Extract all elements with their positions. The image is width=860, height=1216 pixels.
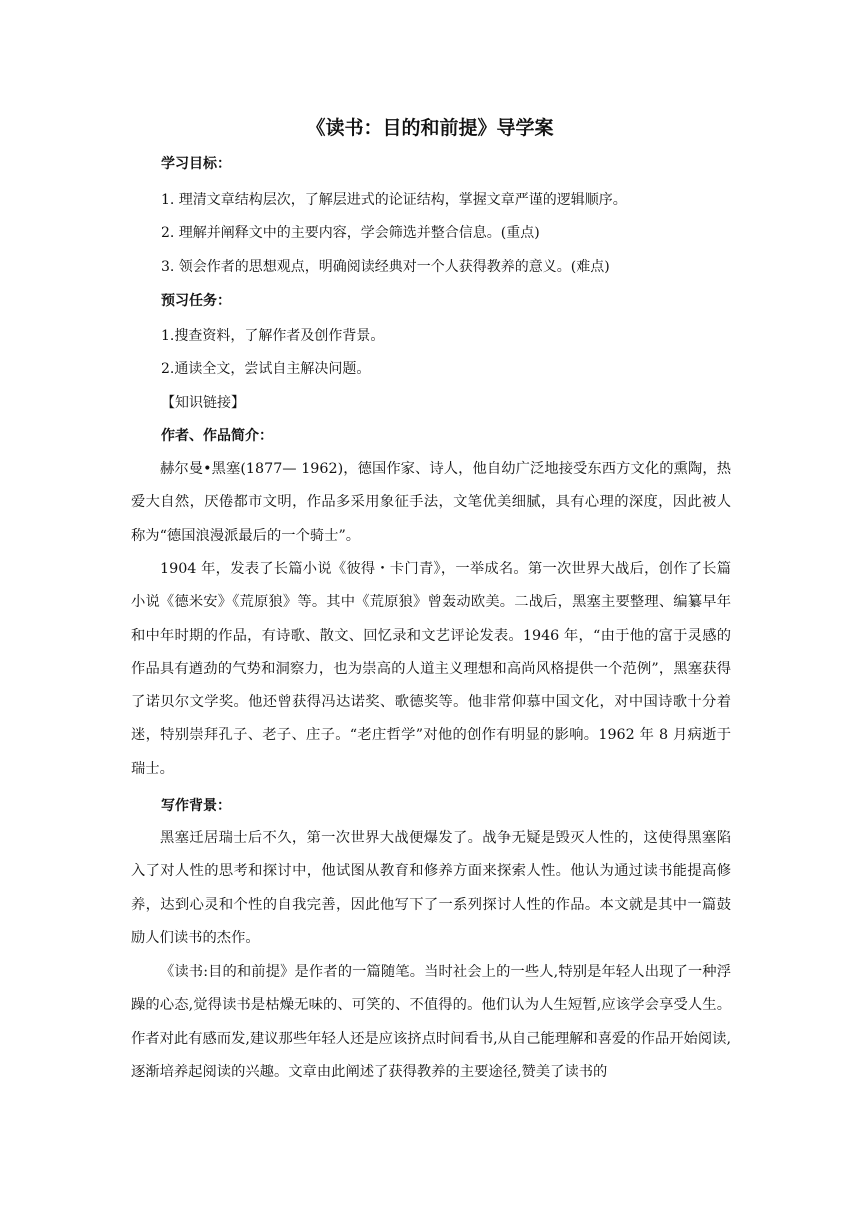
- background-paragraph: 黑塞迁居瑞士后不久，第一次世界大战便爆发了。战争无疑是毁灭人性的，这使得黑塞陷入了对人性的思考和探讨中，他试图从教育和修养方面来探索人性。他认为通过读书能提高修养，达到心灵和个性的自我完善，因此他写下了一系列探讨人性的作品。本文就是其中一篇鼓励人们读书的杰作。: [131, 830, 731, 946]
- knowledge-link-heading: 【知识链接】: [161, 395, 245, 411]
- objective-item: 2. 理解并阐释文中的主要内容，学会筛选并整合信息。(重点): [161, 225, 540, 241]
- preview-heading: 预习任务：: [161, 293, 231, 309]
- objectives-heading: 学习目标：: [161, 156, 231, 172]
- author-paragraph: 赫尔曼•黑塞(1877— 1962)，德国作家、诗人，他自幼广泛地接受东西方文化的熏陶，热爱大自然，厌倦都市文明，作品多采用象征手法，文笔优美细腻，具有心理的深度，因此被人称为“德国浪漫派最后的一个骑士”。: [131, 461, 731, 544]
- author-paragraph: 1904 年，发表了长篇小说《彼得・卡门青》，一举成名。第一次世界大战后，创作了长篇小说《德米安》《荒原狼》等。其中《荒原狼》曾轰动欧美。二战后，黑塞主要整理、编纂早年和中年时期的作品，有诗歌、散文、回忆录和文艺评论发表。1946 年，“由于他的富于灵感的作品具有遒劲的气势和洞察力，也为崇高的人道主义理想和高尚风格提供一个范例”，黑塞获得了诺贝尔文学奖。他还曾获得冯达诺奖、歌德奖等。他非常仰慕中国文化，对中国诗歌十分着迷，特别崇拜孔子、老子、庄子。“老庄哲学”对他的创作有明显的影响。1962 年 8 月病逝于瑞士。: [131, 561, 731, 777]
- document-title: 《读书：目的和前提》导学案: [306, 117, 554, 139]
- preview-task: 2.通读全文，尝试自主解决问题。: [161, 361, 371, 377]
- objective-item: 1. 理清文章结构层次，了解层进式的论证结构，掌握文章严谨的逻辑顺序。: [161, 192, 627, 208]
- background-heading: 写作背景：: [161, 798, 231, 814]
- background-paragraph: 《读书:目的和前提》是作者的一篇随笔。当时社会上的一些人,特别是年轻人出现了一种浮躁的心态,觉得读书是枯燥无味的、可笑的、不值得的。他们认为人生短暂,应该学会享受人生。作者对此有感而发,建议那些年轻人还是应该挤点时间看书,从自己能理解和喜爱的作品开始阅读,逐渐培养起阅读的兴趣。文章由此阐述了获得教养的主要途径,赞美了读书的: [131, 964, 731, 1080]
- author-heading: 作者、作品简介：: [161, 428, 273, 444]
- preview-task: 1.搜查资料，了解作者及创作背景。: [161, 328, 385, 344]
- objective-item: 3. 领会作者的思想观点，明确阅读经典对一个人获得教养的意义。(难点): [161, 259, 610, 275]
